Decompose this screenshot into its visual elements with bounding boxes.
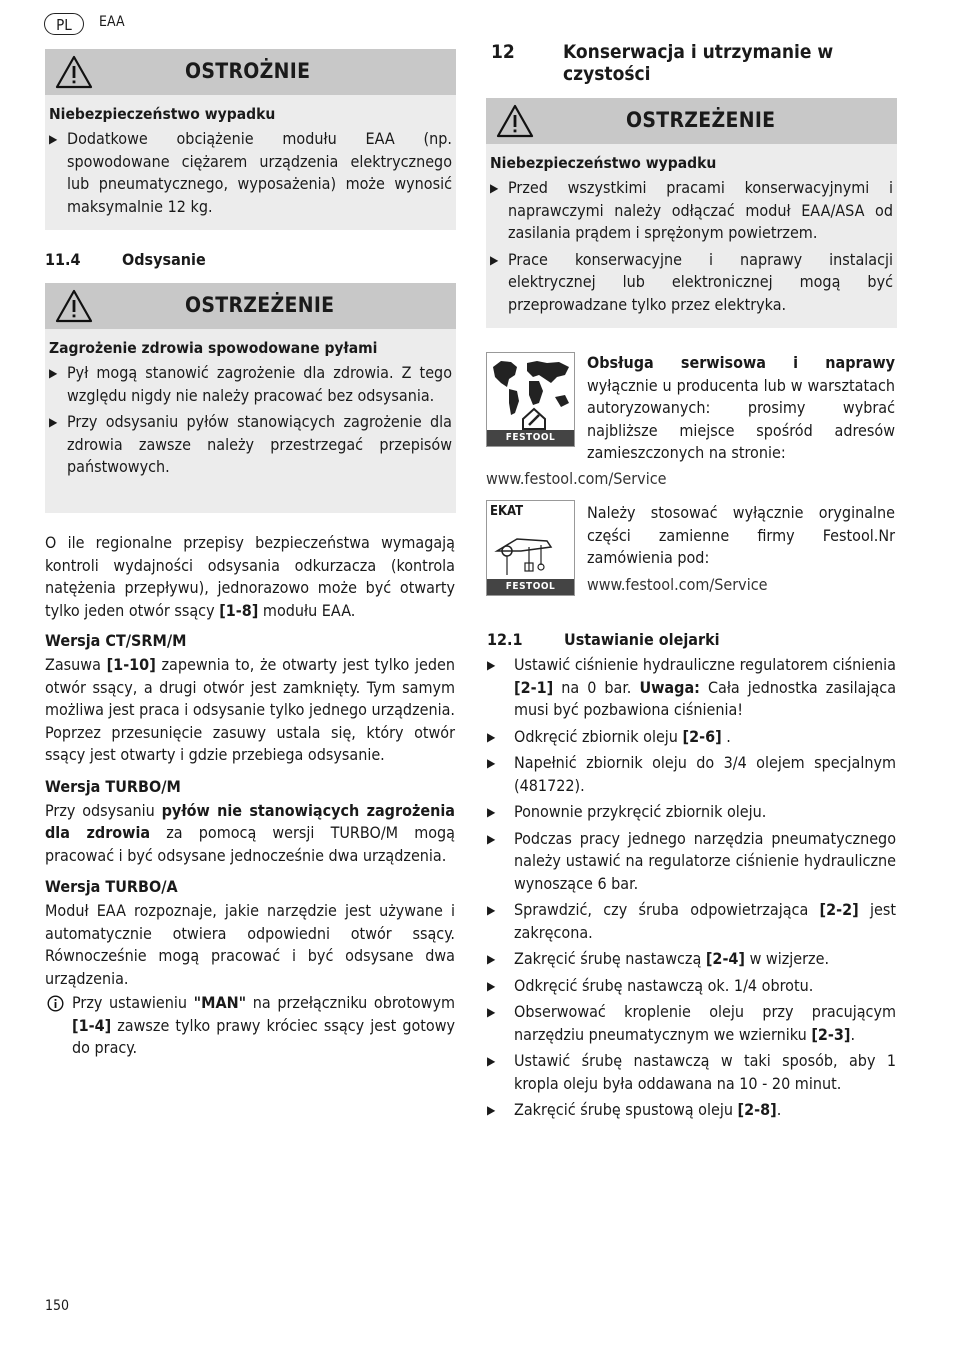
step-3: ▶ Napełnić zbiornik oleju do 3/4 olejem specjalnym (481722). xyxy=(487,752,896,797)
warning-title: OSTRZEŻENIE xyxy=(185,293,335,317)
step-4: ▶ Ponownie przykręcić zbiornik oleju. xyxy=(487,801,896,824)
intro-paragraph: O ile regionalne przepisy bezpieczeństwa wymagają kontroli wydajności odsysania odkurzacza (kontrola natężenia przepływu), jednorazowo może być otwarty tylko jeden otwór ssący [1-8] modułu EAA. xyxy=(45,533,455,620)
language-badge: PL xyxy=(44,13,84,35)
warning-item: ▶ Pył mogą stanowić zagrożenie dla zdrowia. Z tego względu nigdy nie należy pracować bez odsysania. xyxy=(49,362,452,407)
festool-logo: FESTOOL xyxy=(487,430,574,446)
section-number: 12 xyxy=(491,41,515,63)
section-11-4-heading xyxy=(45,250,206,269)
warning-item: ▶ Przy odsysaniu pyłów stanowiących zagrożenie dla zdrowia zawsze należy przestrzegać przepisów państwowych. xyxy=(49,411,452,479)
section-title: Ustawianie olejarki xyxy=(564,630,720,649)
step-8: ▶ Odkręcić śrubę nastawczą ok. 1/4 obrotu. xyxy=(487,975,896,998)
step-6: ▶ Sprawdzić, czy śruba odpowietrzająca [2-2] jest zakręcona. xyxy=(487,899,896,944)
step-5: ▶ Podczas pracy jednego narzędzia pneumatycznego należy ustawić na regulatorze ciśnienie hydrauliczne wynoszące 6 bar. xyxy=(487,828,896,896)
turbo-a-heading: Wersja TURBO/A xyxy=(45,877,178,896)
caution-item: ▶ Dodatkowe obciążenie modułu EAA (np. spowodowane ciężarem urządzenia elektrycznego lub pneumatycznego, wyposażenia) może wynosić maksymalnie 12 kg. xyxy=(49,128,452,218)
warning-header xyxy=(486,98,897,144)
ekat-url[interactable]: www.festool.com/Service xyxy=(587,574,768,594)
warning-title: OSTRZEŻENIE xyxy=(626,108,776,132)
warning-triangle-icon xyxy=(496,104,534,138)
section-number: 12.1 xyxy=(487,630,523,649)
ekat-paragraph: Należy stosować wyłącznie oryginalne części zamienne firmy Festool.Nr zamówienia pod: xyxy=(587,503,895,567)
step-9: ▶ Obserwować kroplenie oleju przy pracującym narzędziu pneumatycznym we wzierniku [2-3]. xyxy=(487,1001,896,1046)
info-note-text: Przy ustawieniu "MAN" na przełączniku obrotowym [1-4] zawsze tylko prawy króciec ssący jest gotowy do pracy. xyxy=(72,993,455,1057)
service-icon xyxy=(486,352,575,447)
product-code: EAA xyxy=(99,14,125,30)
turbo-a-paragraph: Moduł EAA rozpoznaje, jakie narzędzie jest używane i automatycznie otwiera odpowiedni otwór ssący. Równocześnie mogą pracować i być odsysane dwa urządzenia. xyxy=(45,901,455,988)
warning-subtitle: Zagrożenie zdrowia spowodowane pyłami xyxy=(49,339,378,357)
caution-title: OSTROŻNIE xyxy=(185,59,311,83)
spare-parts-icon xyxy=(487,521,574,579)
warning-box-maintenance xyxy=(486,98,897,328)
warning-triangle-icon xyxy=(55,289,93,323)
info-icon xyxy=(47,995,64,1012)
warning-item: ▶ Przed wszystkimi pracami konserwacyjnymi i naprawczymi należy odłączać moduł EAA/ASA od zasilania prądem i sprężonym powietrzem. xyxy=(490,177,893,245)
warning-box-dust xyxy=(45,283,456,513)
ekat-icon xyxy=(486,500,575,596)
step-1: ▶ Ustawić ciśnienie hydrauliczne regulatorem ciśnienia [2-1] na 0 bar. Uwaga: Cała jednostka zasilająca musi być pozbawiona ciśnienia! xyxy=(487,654,896,722)
step-11: ▶ Zakręcić śrubę spustową oleju [2-8]. xyxy=(487,1099,896,1122)
festool-logo: FESTOOL xyxy=(487,579,574,595)
ct-heading: Wersja CT/SRM/M xyxy=(45,631,187,650)
step-2: ▶ Odkręcić zbiornik oleju [2-6] . xyxy=(487,726,896,749)
turbo-m-heading: Wersja TURBO/M xyxy=(45,776,181,796)
ekat-label: EKAT xyxy=(490,504,524,519)
step-10: ▶ Ustawić śrubę nastawczą w taki sposób, aby 1 kropla oleju była oddawana na 10 - 20 minut. xyxy=(487,1050,896,1095)
caution-subtitle: Niebezpieczeństwo wypadku xyxy=(49,105,276,123)
section-number: 11.4 xyxy=(45,250,81,269)
ct-paragraph: Zasuwa [1-10] zapewnia to, że otwarty jest tylko jeden otwór ssący, a drugi otwór jest zamknięty. Tym samym możliwa jest praca i odsysanie tylko jednego urządzenia. Poprzez przesunięcie zasuwy ustala się, który otwór ssący jest otwarty i gdzie przebiega odsysanie. xyxy=(45,655,455,764)
service-paragraph: Obsługa serwisowa i naprawy wyłącznie u producenta lub w warsztatach autoryzowanych: prosimy wybrać najbliższe miejsce spośród adresów zamieszczonych na stronie: xyxy=(587,353,895,462)
step-7: ▶ Zakręcić śrubę nastawczą [2-4] w wizjerze. xyxy=(487,948,896,971)
section-title: Konserwacja i utrzymanie w czystości xyxy=(563,41,834,85)
turbo-m-paragraph: Przy odsysaniu pyłów nie stanowiących zagrożenia dla zdrowia za pomocą wersji TURBO/M mogą pracować i być odsysane jednocześnie dwa urządzenia. xyxy=(45,800,456,865)
caution-box xyxy=(45,49,456,230)
warning-header xyxy=(45,283,456,329)
oiler-steps xyxy=(487,654,896,1126)
section-12-heading xyxy=(491,41,901,85)
caution-header xyxy=(45,49,456,95)
world-map-icon xyxy=(487,353,574,431)
service-url[interactable]: www.festool.com/Service xyxy=(486,469,667,488)
warning-triangle-icon xyxy=(55,55,93,89)
warning-item: ▶ Prace konserwacyjne i naprawy instalacji elektrycznej lub elektronicznej mogą być przeprowadzane tylko przez elektryka. xyxy=(490,249,893,317)
section-12-1-heading xyxy=(487,630,720,649)
page-number: 150 xyxy=(45,1298,70,1314)
section-title: Odsysanie xyxy=(122,250,206,269)
info-note xyxy=(45,992,455,1060)
warning-subtitle: Niebezpieczeństwo wypadku xyxy=(490,154,717,172)
